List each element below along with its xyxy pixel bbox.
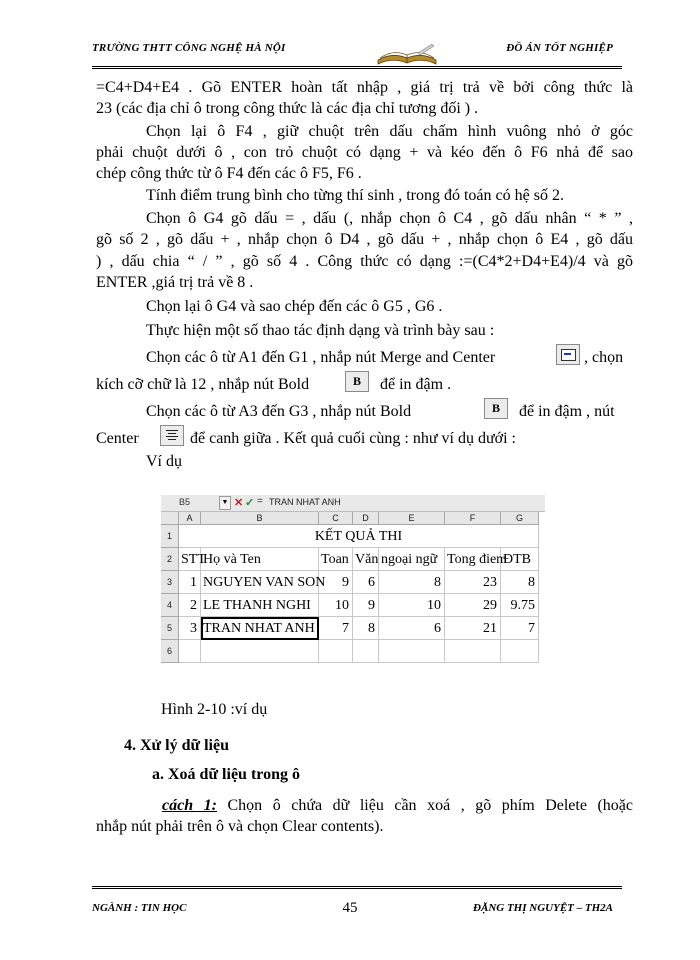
- data-cell: 8: [379, 571, 445, 594]
- paragraph-line: chép công thức từ ô F4 đến các ô F5, F6 .: [96, 165, 362, 182]
- header-school-name: TRƯỜNG THTT CÔNG NGHỆ HÀ NỘI: [92, 42, 286, 54]
- data-cell: 29: [445, 594, 501, 617]
- empty-cell: [319, 640, 353, 663]
- subsection-heading: a. Xoá dữ liệu trong ô: [152, 766, 300, 783]
- data-cell: 1: [179, 571, 201, 594]
- column-header: C: [319, 512, 353, 525]
- column-header: F: [445, 512, 501, 525]
- column-header: G: [501, 512, 539, 525]
- merge-and-center-icon: [556, 344, 580, 365]
- method-label: cách 1:: [162, 797, 217, 814]
- data-cell: 21: [445, 617, 501, 640]
- row-header: 5: [161, 617, 179, 640]
- chevron-down-icon: ▼: [219, 496, 231, 510]
- data-cell: 9: [319, 571, 353, 594]
- paragraph-line: Chọn lại ô G4 và sao chép đến các ô G5 , G6 .: [146, 298, 443, 315]
- header-rule: [92, 66, 622, 69]
- data-cell: 7: [319, 617, 353, 640]
- paragraph-line: 23 (các địa chỉ ô trong công thức là các địa chỉ tương đối ) .: [96, 100, 479, 117]
- paragraph-line: kích cỡ chữ là 12 , nhắp nút Bold: [96, 376, 310, 393]
- paragraph-line: ENTER ,giá trị trả về 8 .: [96, 274, 254, 291]
- bold-button-icon: B: [484, 398, 508, 419]
- empty-cell: [445, 640, 501, 663]
- paragraph-line: Ví dụ: [146, 453, 182, 470]
- paragraph-line: Chọn các ô từ A1 đến G1 , nhắp nút Merge and Center: [146, 349, 496, 366]
- data-cell: NGUYEN VAN SON: [201, 571, 319, 594]
- paragraph-line: =C4+D4+E4 . Gõ ENTER hoàn tất nhập , giá trị trả về bởi công thức là: [96, 79, 633, 96]
- open-book-icon: [374, 42, 440, 68]
- data-cell: 3: [179, 617, 201, 640]
- footer-department: NGÀNH : TIN HỌC: [92, 902, 187, 914]
- method-text: Chọn ô chứa dữ liệu cần xoá , gõ phím Delete (hoặc: [216, 797, 634, 814]
- data-cell: 9: [353, 594, 379, 617]
- paragraph-line: nhắp nút phải trên ô và chọn Clear contents).: [96, 818, 384, 835]
- paragraph-line: Chọn lại ô F4 , giữ chuột trên dấu chấm hình vuông nhỏ ở góc: [146, 123, 633, 140]
- header-project-title: ĐỒ ÁN TỐT NGHIỆP: [506, 42, 613, 54]
- header-cell: ngoại ngữ: [379, 548, 445, 571]
- data-cell: 8: [353, 617, 379, 640]
- paragraph-line: Chọn các ô từ A3 đến G3 , nhắp nút Bold: [146, 403, 412, 420]
- header-cell: Toan: [319, 548, 353, 571]
- column-header: E: [379, 512, 445, 525]
- header-cell: Họ và Ten: [201, 548, 319, 571]
- header-cell: Văn: [353, 548, 379, 571]
- corner-cell: [161, 512, 179, 525]
- empty-cell: [379, 640, 445, 663]
- center-align-icon: [160, 425, 184, 446]
- header-cell: ĐTB: [501, 548, 539, 571]
- data-cell: 2: [179, 594, 201, 617]
- paragraph-line: Thực hiện một số thao tác định dạng và trình bày sau :: [146, 322, 495, 339]
- data-cell: 8: [501, 571, 539, 594]
- empty-cell: [501, 640, 539, 663]
- name-box: B5: [179, 497, 191, 507]
- empty-cell: [179, 640, 201, 663]
- paragraph-line: để in đậm , nút: [519, 403, 615, 420]
- paragraph-line: [162, 796, 633, 816]
- data-cell: 10: [379, 594, 445, 617]
- empty-cell: [353, 640, 379, 663]
- header-cell: STT: [179, 548, 201, 571]
- paragraph-line: Center: [96, 430, 139, 447]
- paragraph-line: ) , dấu chia “ / ” , gõ số 4 . Công thức có dạng :=(C4*2+D4+E4)/4 và gõ: [96, 253, 633, 270]
- data-cell: 10: [319, 594, 353, 617]
- column-header: B: [201, 512, 319, 525]
- data-cell: LE THANH NGHI: [201, 594, 319, 617]
- row-header: 2: [161, 548, 179, 571]
- formula-bar: [161, 495, 545, 512]
- data-cell: 9.75: [501, 594, 539, 617]
- row-header: 1: [161, 525, 179, 548]
- row-header: 6: [161, 640, 179, 663]
- header-cell: Tong điem: [445, 548, 501, 571]
- spreadsheet-example: [161, 495, 545, 675]
- column-header: D: [353, 512, 379, 525]
- footer-rule: [92, 886, 622, 889]
- equals-icon: =: [257, 496, 263, 507]
- formula-value: TRAN NHAT ANH: [269, 497, 341, 507]
- bold-button-icon: B: [345, 371, 369, 392]
- row-header: 4: [161, 594, 179, 617]
- section-heading: 4. Xử lý dữ liệu: [124, 737, 229, 754]
- footer-author: ĐẶNG THỊ NGUYỆT – TH2A: [473, 902, 613, 914]
- data-cell: 6: [353, 571, 379, 594]
- paragraph-line: Tính điểm trung bình cho từng thí sinh , trong đó toán có hệ số 2.: [146, 187, 564, 204]
- column-header: A: [179, 512, 201, 525]
- page-number: 45: [342, 900, 358, 916]
- paragraph-line: để canh giữa . Kết quả cuối cùng : như ví dụ dưới :: [190, 430, 516, 447]
- paragraph-line: để in đậm .: [380, 376, 452, 393]
- data-cell: TRAN NHAT ANH: [201, 617, 319, 640]
- data-cell: 23: [445, 571, 501, 594]
- data-cell: 6: [379, 617, 445, 640]
- paragraph-line: , chọn: [584, 349, 624, 366]
- paragraph-line: gõ số 2 , gõ dấu + , nhắp chọn ô D4 , gõ dấu + , nhắp chọn ô E4 , gõ dấu: [96, 231, 633, 248]
- figure-caption: Hình 2-10 :ví dụ: [161, 701, 268, 718]
- empty-cell: [201, 640, 319, 663]
- paragraph-line: Chọn ô G4 gõ dấu = , dấu (, nhắp chọn ô C4 , gõ dấu nhân “ * ” ,: [146, 210, 633, 227]
- check-icon: ✓: [245, 497, 255, 509]
- paragraph-line: phải chuột dưới ô , con trỏ chuột có dạng + và kéo đến ô F6 nhả để sao: [96, 144, 633, 161]
- merged-title-cell: KẾT QUẢ THI: [179, 525, 539, 548]
- cancel-icon: ✕: [234, 497, 244, 509]
- data-cell: 7: [501, 617, 539, 640]
- row-header: 3: [161, 571, 179, 594]
